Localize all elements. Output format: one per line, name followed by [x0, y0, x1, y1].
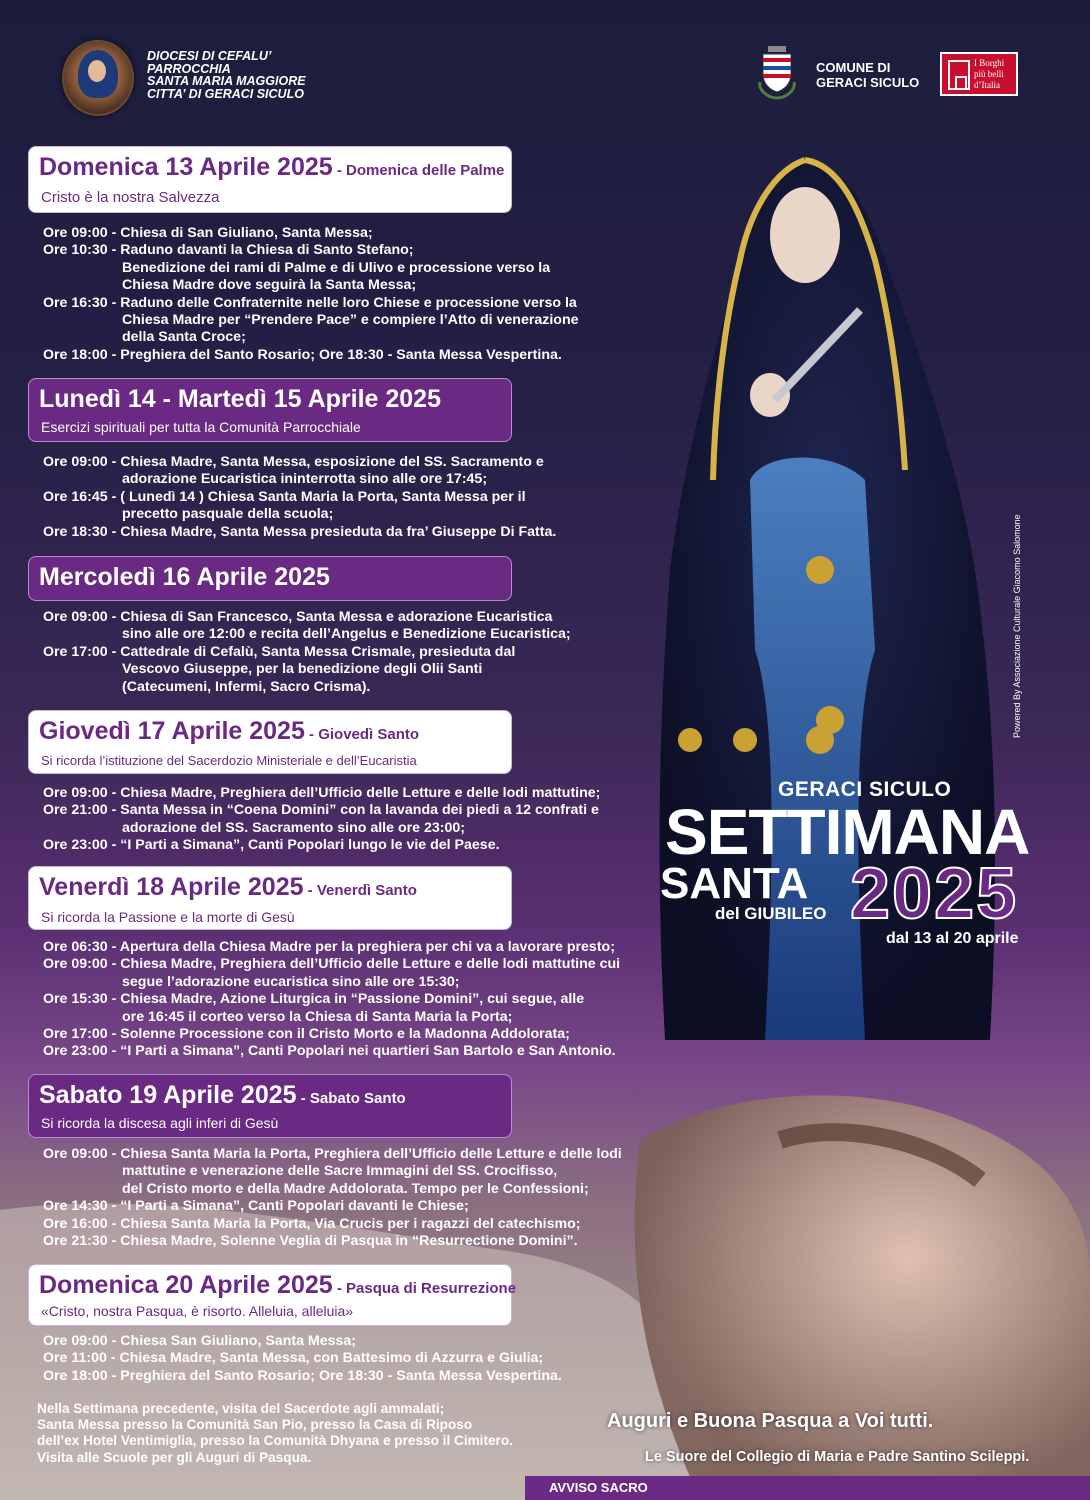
sacred-notice-label: AVVISO SACRO [549, 1480, 648, 1495]
parish-name: DIOCESI DI CEFALU’ PARROCCHIA SANTA MARIA MAGGIORE CITTA’ DI GERACI SICULO [147, 49, 306, 101]
borghi-italia-logo: I Borghi più belli d’Italia [940, 52, 1018, 96]
santa-heading: SANTA [660, 859, 809, 908]
schedule-good-friday: Ore 06:30 - Apertura della Chiesa Madre per la preghiera per chi va a lavorare presto; Ore 09:00 - Chiesa Madre, Preghiera dell’Ufficio delle Letture e delle lodi mattutine cui segue l’adorazione eucaristica sino alle ore 15:30; Ore 15:30 - Chiesa Madre, Azione Liturgica in “Passione Domini”, cui segue, alle ore 16:45 il corteo verso la Chiesa di Santa Maria la Porta; Ore 17:00 - Solenne Processione con il Cristo Morto e la Madonna Addolorata; Ore 23:00 - “I Parti a Simana”, Canti Popolari nei quartieri San Bartolo e San Antonio. [43, 939, 621, 1060]
parish-header [62, 40, 362, 115]
day-header-holy-saturday: Sabato 19 Aprile 2025 - Sabato Santo Si ricorda la discesa agli inferi di Gesù [28, 1074, 512, 1138]
town-name: GERACI SICULO [778, 778, 952, 801]
day-header-wednesday: Mercoledì 16 Aprile 2025 [28, 556, 512, 601]
schedule-monday-tuesday: Ore 09:00 - Chiesa Madre, Santa Messa, esposizione del SS. Sacramento e adorazione Eucaristica ininterrotta sino alle ore 17:45; Ore 16:45 - ( Lunedì 14 ) Chiesa Santa Maria la Porta, Santa Messa per il precetto pasquale della scuola; Ore 18:30 - Chiesa Madre, Santa Messa presieduta da fra’ Giuseppe Di Fatta. [43, 454, 557, 540]
giubileo-label: del GIUBILEO [715, 904, 827, 923]
municipality-header [754, 44, 1034, 104]
signature-line: Le Suore del Collegio di Maria e Padre Santino Scileppi. [645, 1449, 1030, 1465]
event-dates: dal 13 al 20 aprile [886, 930, 1019, 947]
association-credit: Powered By Associazione Culturale Giacomo Salomone [1012, 514, 1022, 738]
year-heading: 2025 [850, 854, 1019, 934]
day-header-easter-sunday: Domenica 20 Aprile 2025 - Pasqua di Resurrezione «Cristo, nostra Pasqua, è risorto. Alleluia, alleluia» [28, 1264, 512, 1326]
municipality-name: COMUNE DI GERACI SICULO [816, 60, 920, 90]
madonna-medallion-icon [62, 40, 134, 116]
town-crest-icon [754, 44, 800, 100]
day-header-holy-thursday: Giovedì 17 Aprile 2025 - Giovedì Santo Si ricorda l’istituzione del Sacerdozio Ministeriale e dell’Eucaristia [28, 710, 512, 774]
pre-week-visits-note: Nella Settimana precedente, visita del Sacerdote agli ammalati; Santa Messa presso la Comunità San Pio, presso la Casa di Riposo dell’ex Hotel Ventimiglia, presso la Comunità Dhyana e presso il Cimitero. Visita alle Scuole per gli Auguri di Pasqua. [37, 1401, 513, 1465]
day-header-good-friday: Venerdì 18 Aprile 2025 - Venerdì Santo Si ricorda la Passione e la morte di Gesù [28, 866, 512, 930]
day-header-palm-sunday: Domenica 13 Aprile 2025 - Domenica delle Palme Cristo è la nostra Salvezza [28, 146, 512, 213]
easter-greeting: Auguri e Buona Pasqua a Voi tutti. [607, 1410, 934, 1432]
schedule-holy-thursday: Ore 09:00 - Chiesa Madre, Preghiera dell’Ufficio delle Letture e delle lodi mattutine; Ore 21:00 - Santa Messa in “Coena Domini” con la lavanda dei piedi a 12 confrati e adorazione del SS. Sacramento sino alle ore 23:00; Ore 23:00 - “I Parti a Simana”, Canti Popolari lungo le vie del Paese. [43, 785, 601, 854]
schedule-palm-sunday: Ore 09:00 - Chiesa di San Giuliano, Santa Messa; Ore 10:30 - Raduno davanti la Chiesa di Santo Stefano; Benedizione dei rami di Palme e di Ulivo e processione verso la Chiesa Madre dove seguirà la Santa Messa; Ore 16:30 - Raduno delle Confraternite nelle loro Chiese e processione verso la Chiesa Madre per “Prendere Pace” e compiere l’Atto di venerazione della Santa Croce; Ore 18:00 - Preghiera del Santo Rosario; Ore 18:30 - Santa Messa Vespertina. [43, 225, 579, 363]
schedule-easter-sunday: Ore 09:00 - Chiesa San Giuliano, Santa Messa; Ore 11:00 - Chiesa Madre, Santa Messa, con Battesimo di Azzurra e Giulia; Ore 18:00 - Preghiera del Santo Rosario; Ore 18:30 - Santa Messa Vespertina. [43, 1333, 562, 1384]
day-header-monday-tuesday: Lunedì 14 - Martedì 15 Aprile 2025 Esercizi spirituali per tutta la Comunità Parrocchiale [28, 378, 512, 442]
sacred-notice-bar [525, 1476, 1090, 1500]
settimana-heading: SETTIMANA [665, 796, 1030, 868]
schedule-holy-saturday: Ore 09:00 - Chiesa Santa Maria la Porta, Preghiera dell’Ufficio delle Letture e delle lodi mattutine e venerazione delle Sacre Immagini del SS. Crocifisso, del Cristo morto e della Madre Addolorata. Tempo per le Confessioni; Ore 14:30 - “I Parti a Simana”, Canti Popolari davanti le Chiese; Ore 16:00 - Chiesa Santa Maria la Porta, Via Crucis per i ragazzi del catechismo; Ore 21:30 - Chiesa Madre, Solenne Veglia di Pasqua in “Resurrectione Domini”. [43, 1146, 622, 1250]
tower-icon [948, 60, 970, 90]
schedule-wednesday: Ore 09:00 - Chiesa di San Francesco, Santa Messa e adorazione Eucaristica sino alle ore 12:00 e recita dell’Angelus e Benedizione Eucaristica; Ore 17:00 - Cattedrale di Cefalù, Santa Messa Crismale, presieduta dal Vescovo Giuseppe, per la benedizione degli Olii Santi (Catecumeni, Infermi, Sacro Crisma). [43, 609, 571, 695]
